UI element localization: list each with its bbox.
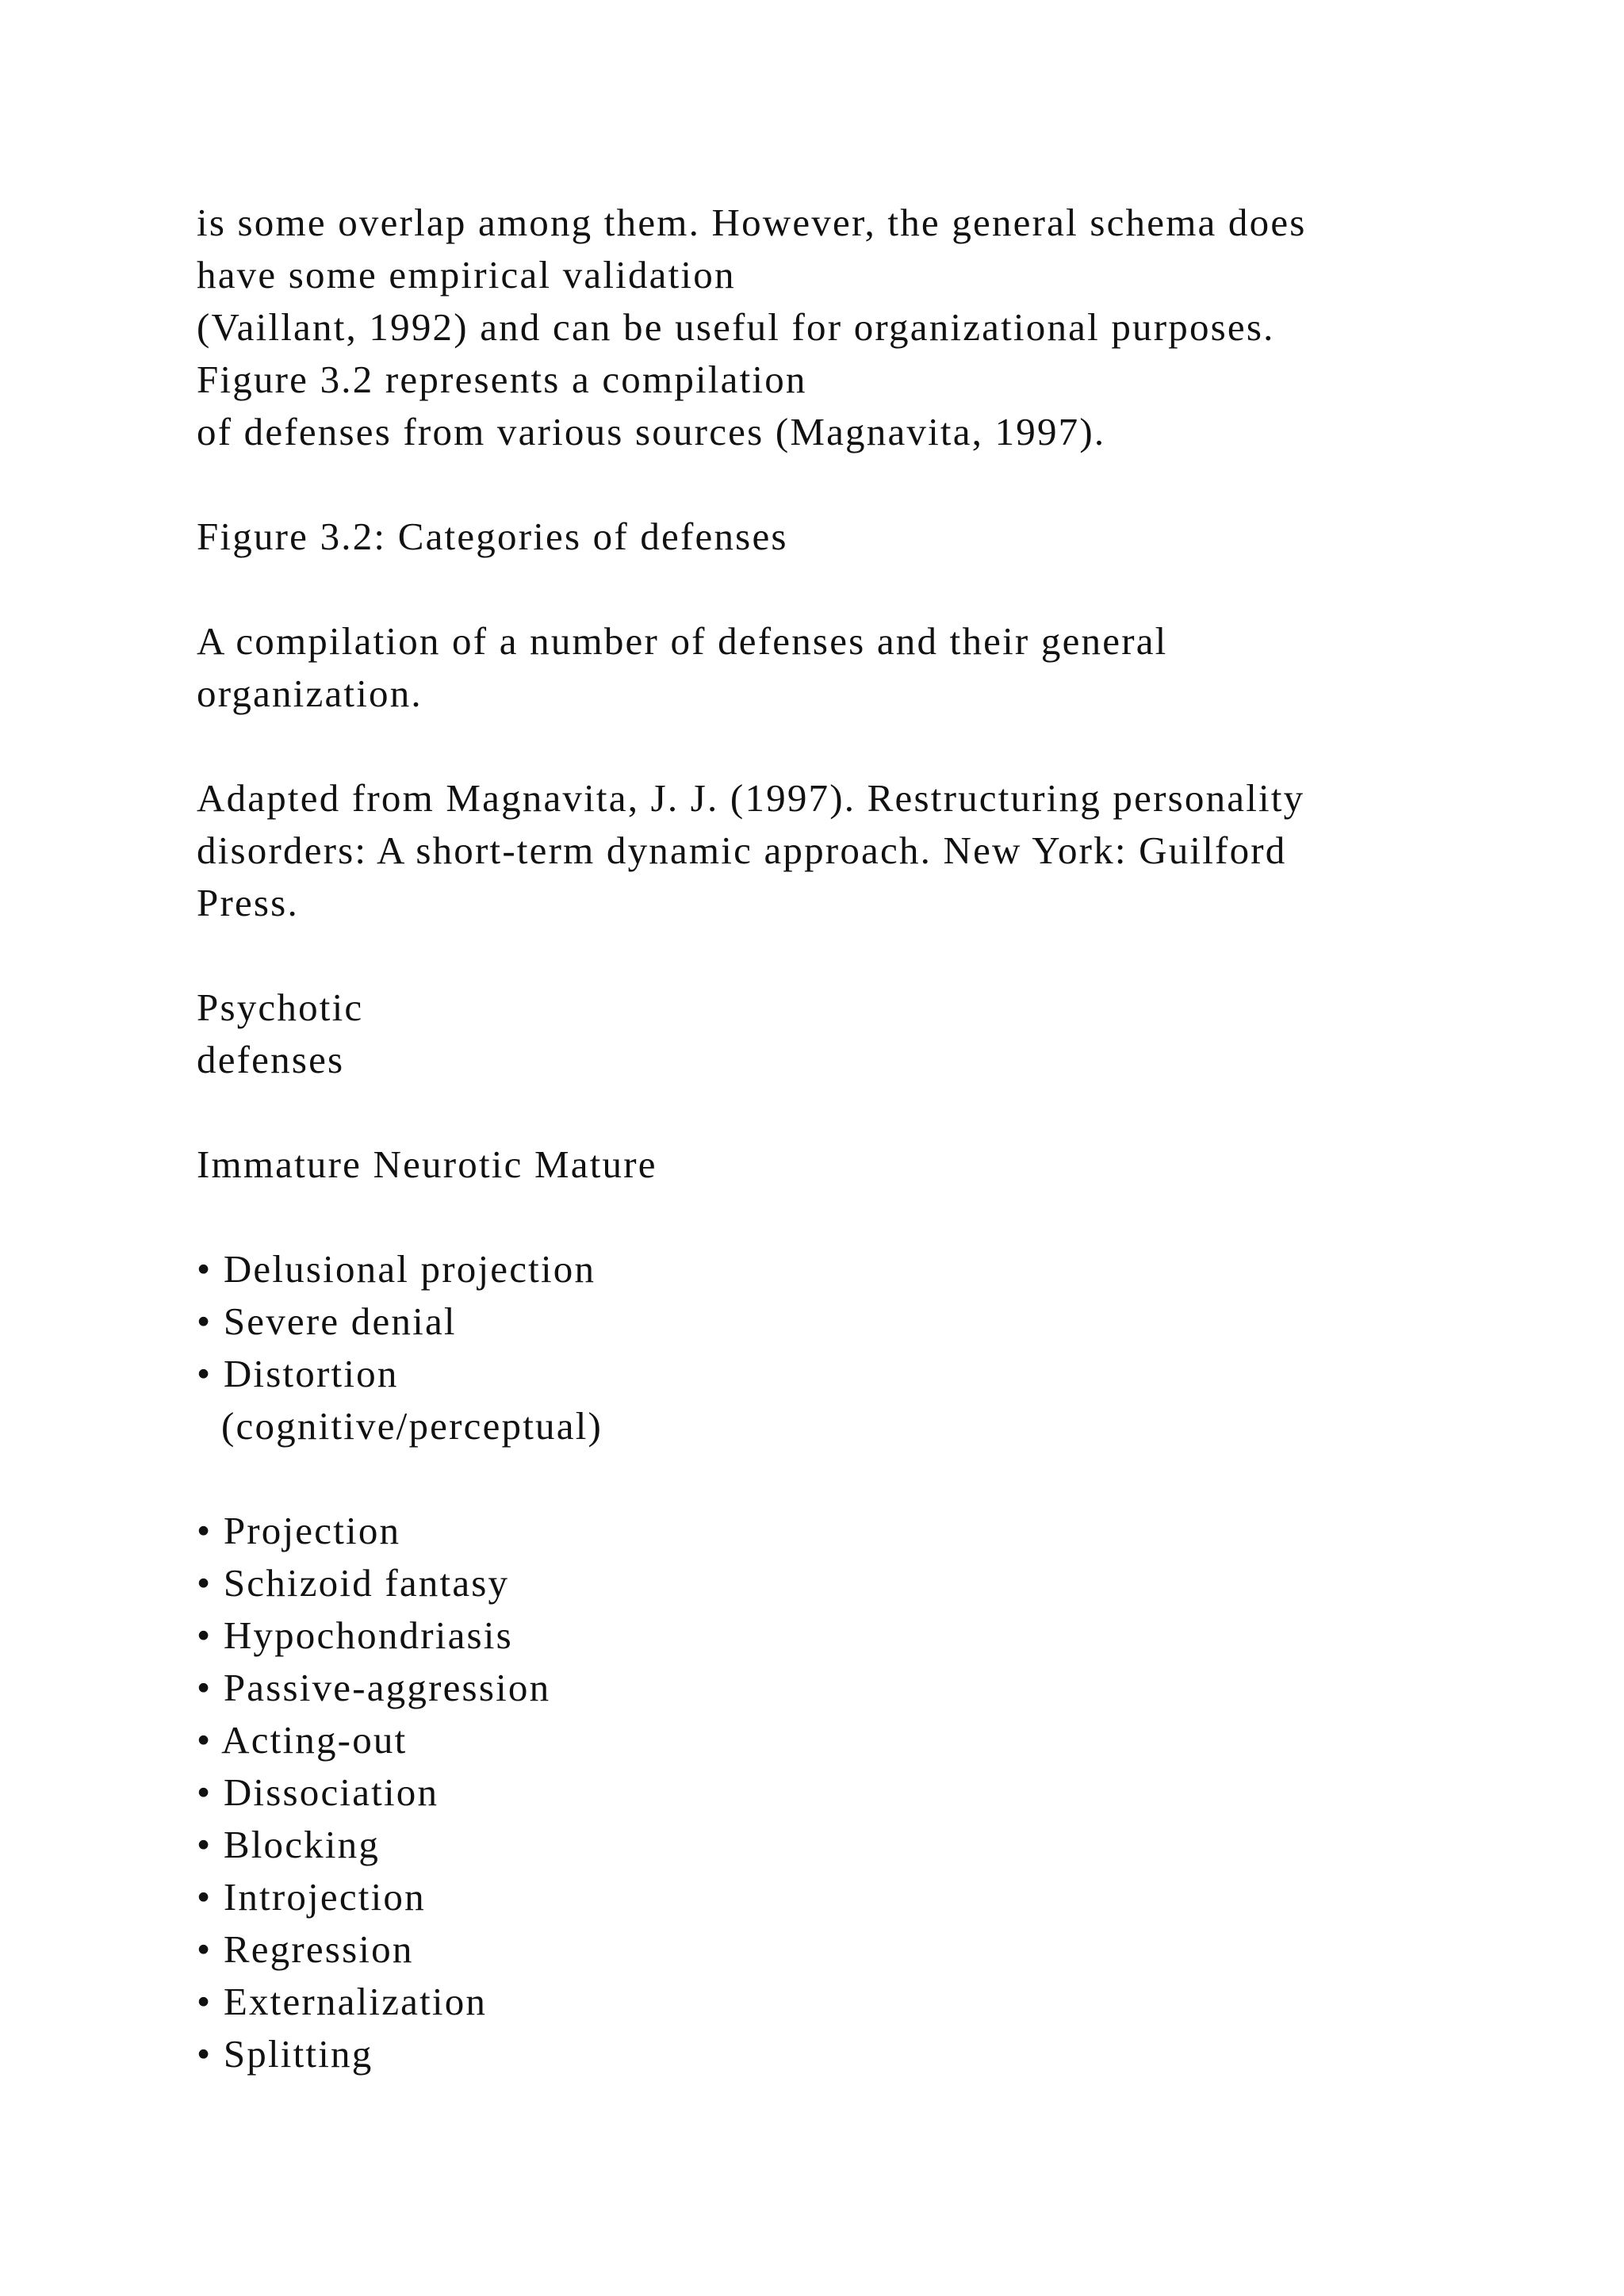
list-item-text: Blocking bbox=[223, 1823, 381, 1866]
category-header bbox=[197, 1138, 1505, 1191]
label-line: defenses bbox=[197, 1038, 345, 1081]
figure-title bbox=[197, 511, 1505, 563]
label-line: Psychotic bbox=[197, 985, 364, 1029]
bullet-icon: • bbox=[197, 1666, 213, 1709]
text-column bbox=[197, 197, 1505, 2133]
bullet-icon: • bbox=[197, 1299, 213, 1343]
intro-line: (Vaillant, 1992) and can be useful for organizational purposes. bbox=[197, 305, 1275, 349]
list-item-text: Introjection bbox=[223, 1875, 426, 1919]
list-item-text: Hypochondriasis bbox=[223, 1613, 513, 1657]
bullet-icon: • bbox=[197, 1561, 213, 1605]
intro-line: have some empirical validation bbox=[197, 253, 736, 297]
list-item-text: Distortion bbox=[223, 1352, 399, 1395]
intro-line: is some overlap among them. However, the general schema does bbox=[197, 201, 1307, 244]
list-item bbox=[197, 1976, 1505, 2028]
list-item-text: Delusional projection bbox=[223, 1247, 596, 1291]
bullet-icon: • bbox=[197, 1770, 213, 1814]
figure-caption bbox=[197, 615, 1505, 720]
list-item bbox=[197, 1923, 1505, 1976]
list-item-text: Splitting bbox=[223, 2032, 373, 2076]
caption-line: organization. bbox=[197, 672, 423, 715]
list-item bbox=[197, 1505, 1505, 1557]
list-item-text: Acting-out bbox=[221, 1718, 408, 1762]
list-item bbox=[197, 1557, 1505, 1609]
caption-line: A compilation of a number of defenses and their general bbox=[197, 619, 1168, 663]
category-header-text: Immature Neurotic Mature bbox=[197, 1142, 657, 1186]
list-item-text: Passive-aggression bbox=[223, 1666, 551, 1709]
list-item bbox=[197, 1871, 1505, 1923]
bullet-icon: • bbox=[197, 1927, 213, 1971]
list-item bbox=[197, 1766, 1505, 1819]
bullet-icon: • bbox=[197, 1718, 213, 1762]
list-item bbox=[197, 1819, 1505, 1871]
bullet-icon: • bbox=[197, 1980, 213, 2023]
list-item-text: Dissociation bbox=[223, 1770, 439, 1814]
list-item-text: Schizoid fantasy bbox=[223, 1561, 510, 1605]
psychotic-defenses-label bbox=[197, 982, 1505, 1086]
figure-title-text: Figure 3.2: Categories of defenses bbox=[197, 515, 788, 558]
list-item bbox=[197, 1609, 1505, 1662]
list-item bbox=[197, 1714, 1505, 1766]
list-item bbox=[197, 1348, 1505, 1400]
bullet-icon: • bbox=[197, 1823, 213, 1866]
intro-line: of defenses from various sources (Magnavita, 1997). bbox=[197, 410, 1106, 453]
list-item bbox=[197, 1295, 1505, 1348]
source-line: disorders: A short-term dynamic approach. New York: Guilford bbox=[197, 828, 1287, 872]
bullet-icon: • bbox=[197, 1613, 213, 1657]
list-item-text: Projection bbox=[223, 1509, 401, 1552]
psychotic-defenses-list bbox=[197, 1243, 1505, 1452]
list-item bbox=[197, 1243, 1505, 1295]
figure-source bbox=[197, 772, 1505, 929]
bullet-icon: • bbox=[197, 1875, 213, 1919]
bullet-icon: • bbox=[197, 1352, 213, 1395]
list-item bbox=[197, 2028, 1505, 2080]
intro-paragraph bbox=[197, 197, 1505, 458]
bullet-icon: • bbox=[197, 1247, 213, 1291]
list-item bbox=[197, 1662, 1505, 1714]
intro-line: Figure 3.2 represents a compilation bbox=[197, 358, 807, 401]
list-item-continuation: (cognitive/perceptual) bbox=[221, 1404, 603, 1448]
list-item-text: Severe denial bbox=[223, 1299, 457, 1343]
bullet-icon: • bbox=[197, 2032, 213, 2076]
source-line: Press. bbox=[197, 881, 299, 924]
bullet-icon: • bbox=[197, 1509, 213, 1552]
source-line: Adapted from Magnavita, J. J. (1997). Restructuring personality bbox=[197, 776, 1305, 820]
list-item-text: Externalization bbox=[223, 1980, 488, 2023]
list-item-text: Regression bbox=[223, 1927, 414, 1971]
immature-defenses-list bbox=[197, 1505, 1505, 2080]
